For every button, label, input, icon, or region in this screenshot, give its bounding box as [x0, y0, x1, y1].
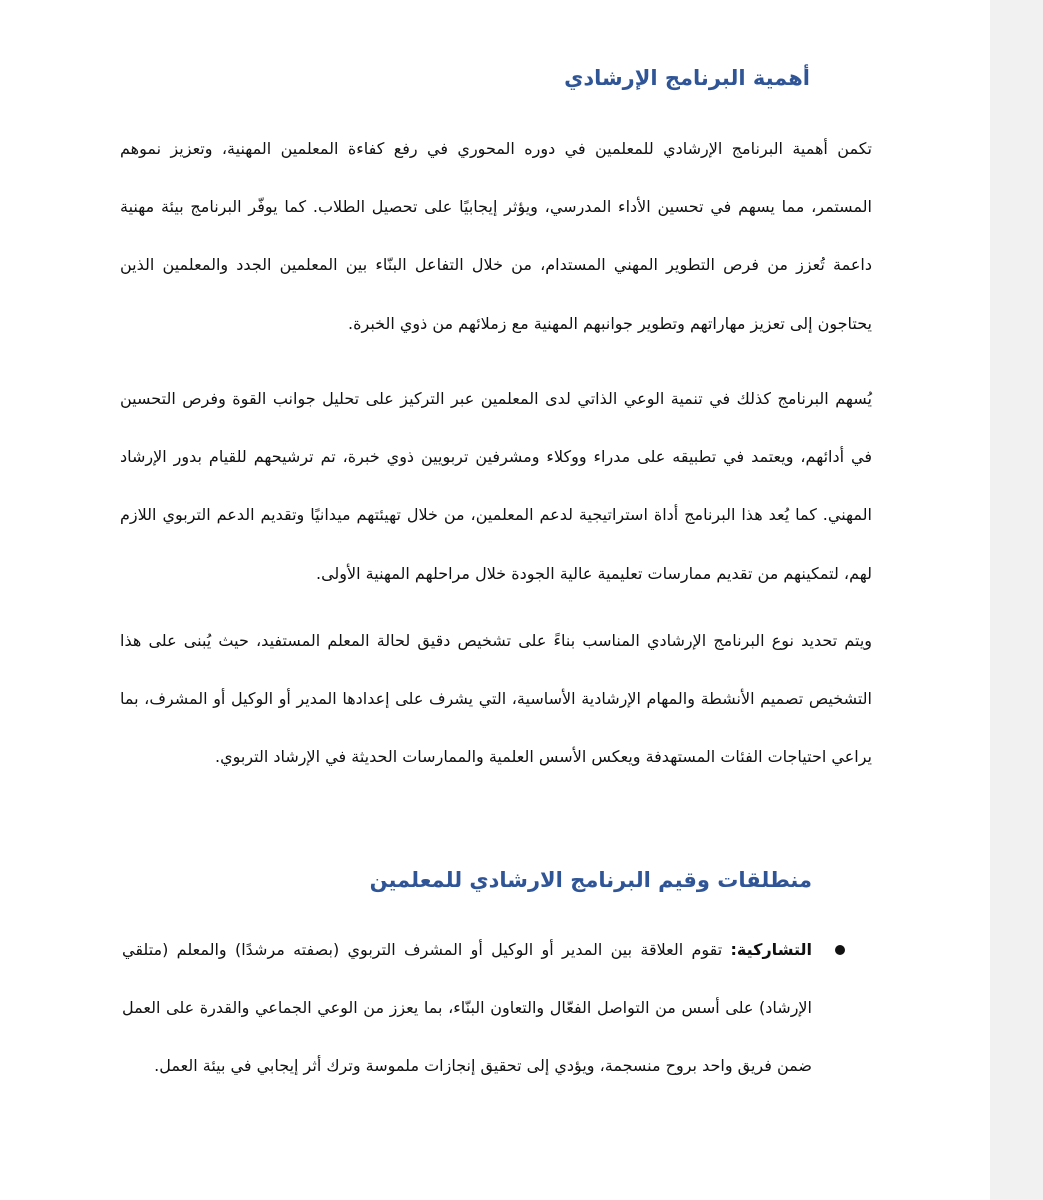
bullet-text: تقوم العلاقة بين المدير أو الوكيل أو المشرف التربوي (بصفته مرشدًا) والمعلم (متلقي الإرشاد) على أسس من التواصل الفعّال والتعاون البنّاء، بما يعزز من الوعي الجماعي والقدرة على العمل ضمن فريق واحد بروح منسجمة، ويؤدي إلى تحقيق إنجازات ملموسة وترك أثر إيجابي في بيئة العمل.	[122, 940, 812, 1075]
page-gutter	[990, 0, 1043, 1200]
paragraph-importance: تكمن أهمية البرنامج الإرشادي للمعلمين في دوره المحوري في رفع كفاءة المعلمين المهنية، وتعزيز نموهم المستمر، مما يسهم في تحسين الأداء المدرسي، ويؤثر إيجابيًا على تحصيل الطلاب. كما يوفّر البرنامج بيئة مهنية داعمة تُعزز من فرص التطوير المهني المستدام، من خلال التفاعل البنّاء بين المعلمين الجدد والمعلمين الذين يحتاجون إلى تعزيز مهاراتهم وتطوير جوانبهم المهنية مع زملائهم من ذوي الخبرة.	[120, 139, 872, 333]
paragraph-self-awareness: يُسهم البرنامج كذلك في تنمية الوعي الذاتي لدى المعلمين عبر التركيز على تحليل جوانب القوة وفرص التحسين في أدائهم، ويعتمد في تطبيقه على مدراء ووكلاء ومشرفين تربويين ذوي خبرة، تم ترشيحهم للقيام بدور الإرشاد المهني. كما يُعد هذا البرنامج أداة استراتيجية لدعم المعلمين، من خلال تهيئتهم ميدانيًا وتقديم الدعم التربوي اللازم لهم، لتمكينهم من تقديم ممارسات تعليمية عالية الجودة خلال مراحلهم المهنية الأولى.	[120, 389, 872, 583]
bullet-icon	[835, 945, 845, 955]
bullet-item-participation	[122, 921, 812, 1095]
bullet-label: التشاركية:	[730, 940, 812, 959]
paragraph-diagnosis: ويتم تحديد نوع البرنامج الإرشادي المناسب بناءً على تشخيص دقيق لحالة المعلم المستفيد، حيث يُبنى على هذا التشخيص تصميم الأنشطة والمهام الإرشادية الأساسية، التي يشرف على إعدادها المدير أو الوكيل أو المشرف، بما يراعي احتياجات الفئات المستهدفة ويعكس الأسس العلمية والممارسات الحديثة في الإرشاد التربوي.	[120, 631, 872, 767]
section-heading-importance: أهمية البرنامج الإرشادي	[564, 66, 810, 90]
section-heading-principles: منطلقات وقيم البرنامج الارشادي للمعلمين	[369, 868, 812, 892]
